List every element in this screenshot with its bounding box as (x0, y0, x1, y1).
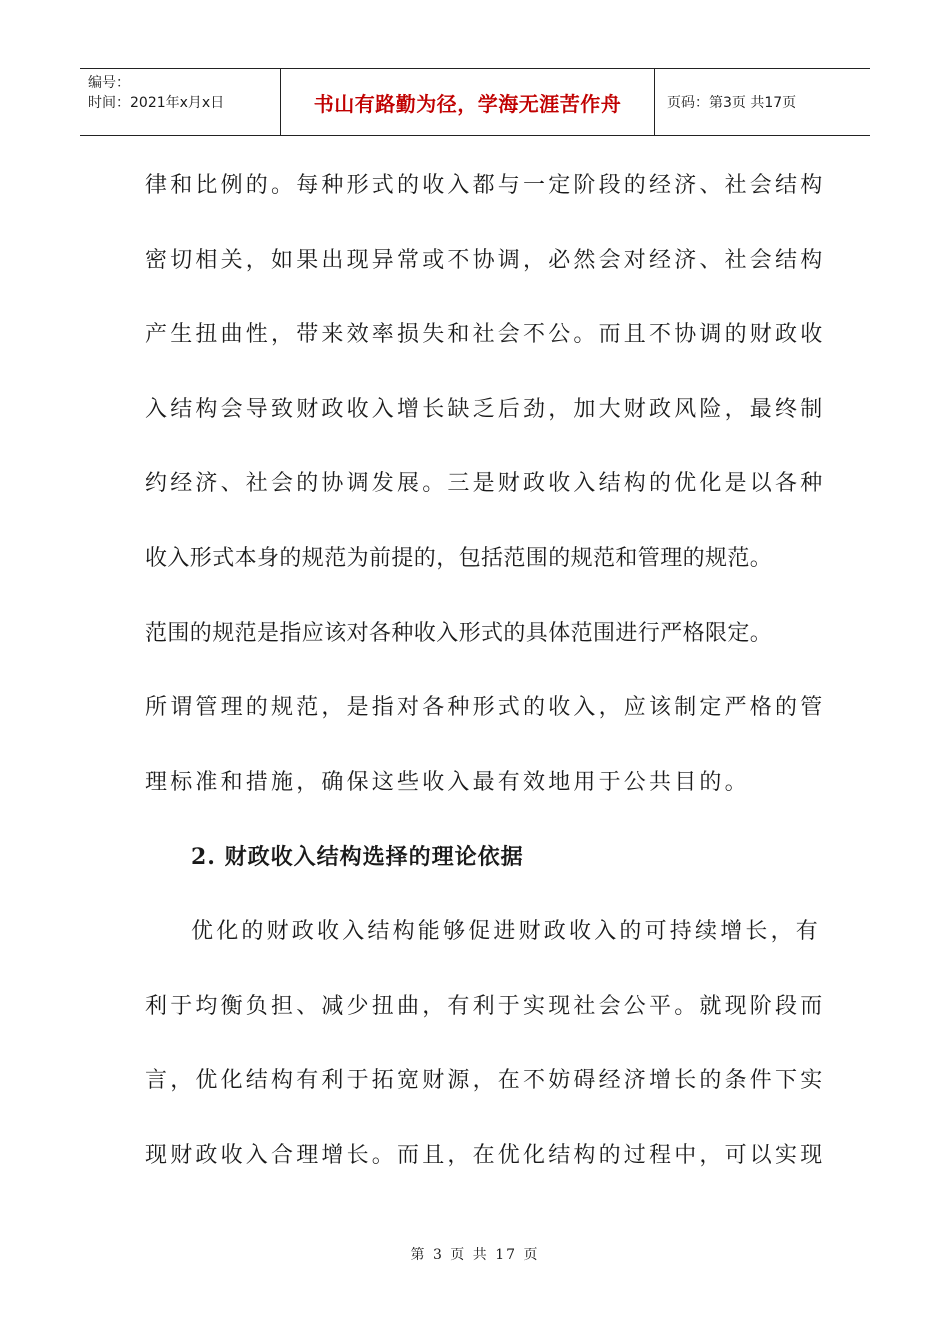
header-motto-cell (281, 69, 655, 135)
body-line: 产生扭曲性，带来效率损失和社会不公。而且不协调的财政收 (145, 322, 826, 348)
document-body (145, 166, 835, 1210)
body-line: 收入形式本身的规范为前提的，包括范围的规范和管理的规范。 (145, 545, 773, 571)
body-line: 所谓管理的规范，是指对各种形式的收入，应该制定严格的管 (145, 695, 826, 721)
header-page-cell (655, 69, 870, 135)
page-header (80, 68, 870, 136)
document-number-label: 编号： (88, 75, 130, 91)
footer-page-number: 第 3 页 共 17 页 (410, 1247, 540, 1263)
section-heading: 2. 财政收入结构选择的理论依据 (191, 844, 524, 871)
body-line: 入结构会导致财政收入增长缺乏后劲，加大财政风险，最终制 (145, 396, 826, 422)
body-line: 理标准和措施，确保这些收入最有效地用于公共目的。 (145, 769, 750, 795)
body-line: 优化的财政收入结构能够促进财政收入的可持续增长，有 (191, 918, 822, 944)
body-line: 律和比例的。每种形式的收入都与一定阶段的经济、社会结构 (145, 173, 826, 198)
document-date-label: 时间：2021年x月x日 (88, 95, 225, 111)
body-line: 言，优化结构有利于拓宽财源，在不妨碍经济增长的条件下实 (145, 1068, 826, 1094)
body-line: 利于均衡负担、减少扭曲，有利于实现社会公平。就现阶段而 (145, 993, 826, 1019)
page-footer (0, 1244, 950, 1264)
body-line: 约经济、社会的协调发展。三是财政收入结构的优化是以各种 (145, 471, 826, 497)
header-page-number: 页码：第3页 共17页 (667, 95, 797, 111)
header-meta-cell (80, 69, 281, 135)
body-line: 密切相关，如果出现异常或不协调，必然会对经济、社会结构 (145, 247, 826, 273)
body-line: 范围的规范是指应该对各种收入形式的具体范围进行严格限定。 (145, 620, 773, 646)
header-motto: 书山有路勤为径，学海无涯苦作舟 (313, 91, 622, 116)
body-line: 现财政收入合理增长。而且，在优化结构的过程中，可以实现 (145, 1142, 826, 1168)
